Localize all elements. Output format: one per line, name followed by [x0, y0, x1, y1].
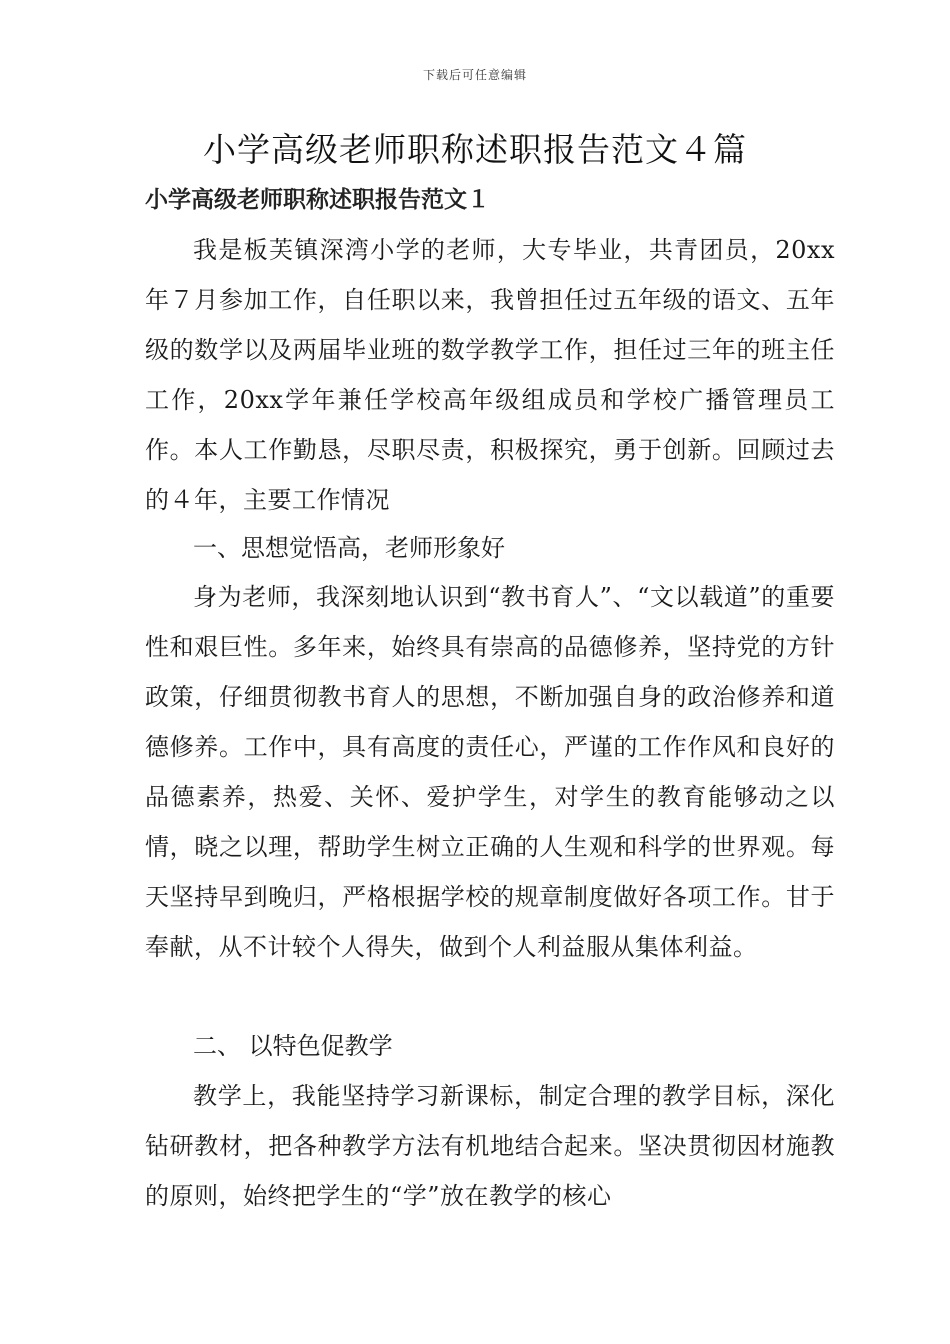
document-title: 小学高级老师职称述职报告范文４篇 — [203, 130, 747, 169]
paragraph-ideology: 身为老师，我深刻地认识到“教书育人”、“文以载道”的重要性和艰巨性。多年来，始终具有崇高的品德修养，坚持党的方针政策，仔细贯彻教书育人的思想，不断加强自身的政治修养和道德修养。工作中，具有高度的责任心，严谨的工作作风和良好的品德素养，热爱、关怀、爱护学生，对学生的教育能够动之以情，晓之以理，帮助学生树立正确的人生观和科学的世界观。每天坚持早到晚归，严格根据学校的规章制度做好各项工作。甘于奉献，从不计较个人得失，做到个人利益服从集体利益。 — [145, 583, 835, 961]
paragraph-intro: 我是板芙镇深湾小学的老师，大专毕业，共青团员，20xx年７月参加工作，自任职以来，我曾担任过五年级的语文、五年级的数学以及两届毕业班的数学教学工作，担任过三年的班主任工作，20xx学年兼任学校高年级组成员和学校广播管理员工作。本人工作勤恳，尽职尽责，积极探究，勇于创新。回顾过去的４年，主要工作情况 — [145, 236, 835, 514]
subheading-one: 一、思想觉悟高，老师形象好 — [193, 534, 505, 562]
paragraph-teaching: 教学上，我能坚持学习新课标，制定合理的教学目标，深化钻研教材，把各种教学方法有机地结合起来。坚决贯彻因材施教的原则，始终把学生的“学”放在教学的核心 — [145, 1082, 835, 1210]
section-title: 小学高级老师职称述职报告范文１ — [145, 186, 490, 213]
header-note: 下载后可任意编辑 — [422, 68, 527, 82]
subheading-two: 二、 以特色促教学 — [193, 1032, 393, 1060]
